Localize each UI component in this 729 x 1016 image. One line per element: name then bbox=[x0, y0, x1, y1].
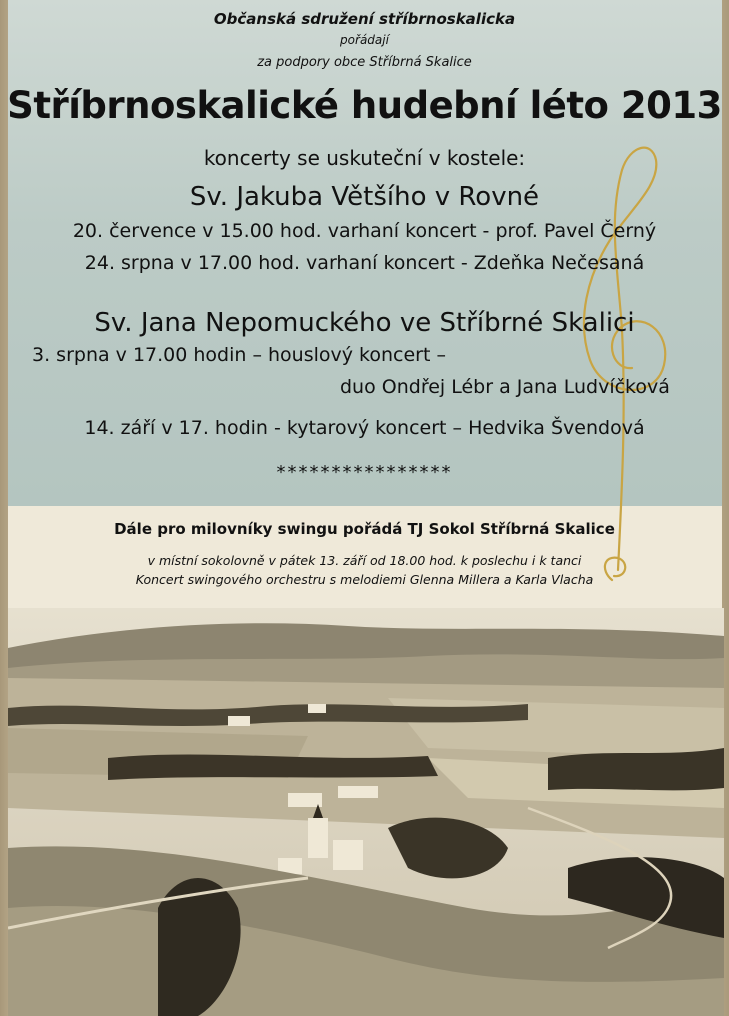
swing-detail: Koncert swingového orchestru s melodiemi Glenna Millera a Karla Vlacha bbox=[135, 572, 594, 587]
presents-line: pořádají bbox=[340, 33, 389, 47]
event-line: 14. září v 17. hodin - kytarový koncert – Hedvika Švendová bbox=[84, 417, 645, 439]
organizer-line: Občanská sdružení stříbrnoskalicka bbox=[213, 10, 516, 28]
page-title: Stříbrnoskalické hudební léto 2013 bbox=[7, 84, 722, 127]
event-line-continued: duo Ondřej Lébr a Jana Ludvíčková bbox=[340, 376, 670, 398]
village-landscape-photo bbox=[8, 608, 724, 1016]
swing-heading: Dále pro milovníky swingu pořádá TJ Sokol Stříbrná Skalice bbox=[114, 520, 615, 538]
venue-heading-skalice: Sv. Jana Nepomuckého ve Stříbrné Skalici bbox=[94, 308, 635, 338]
swing-detail: v místní sokolovně v pátek 13. září od 18.00 hod. k poslechu i k tanci bbox=[147, 553, 582, 568]
intro-line: koncerty se uskuteční v kostele: bbox=[203, 146, 526, 170]
event-line: 24. srpna v 17.00 hod. varhaní koncert - Zdeňka Nečesaná bbox=[84, 252, 645, 274]
separator: **************** bbox=[276, 462, 453, 483]
event-line: 3. srpna v 17.00 hodin – houslový koncert – bbox=[32, 344, 446, 366]
venue-heading-rovne: Sv. Jakuba Většího v Rovné bbox=[189, 182, 540, 212]
support-line: za podpory obce Stříbrná Skalice bbox=[257, 55, 472, 70]
event-line: 20. července v 15.00 hod. varhaní koncert - prof. Pavel Černý bbox=[72, 220, 657, 242]
